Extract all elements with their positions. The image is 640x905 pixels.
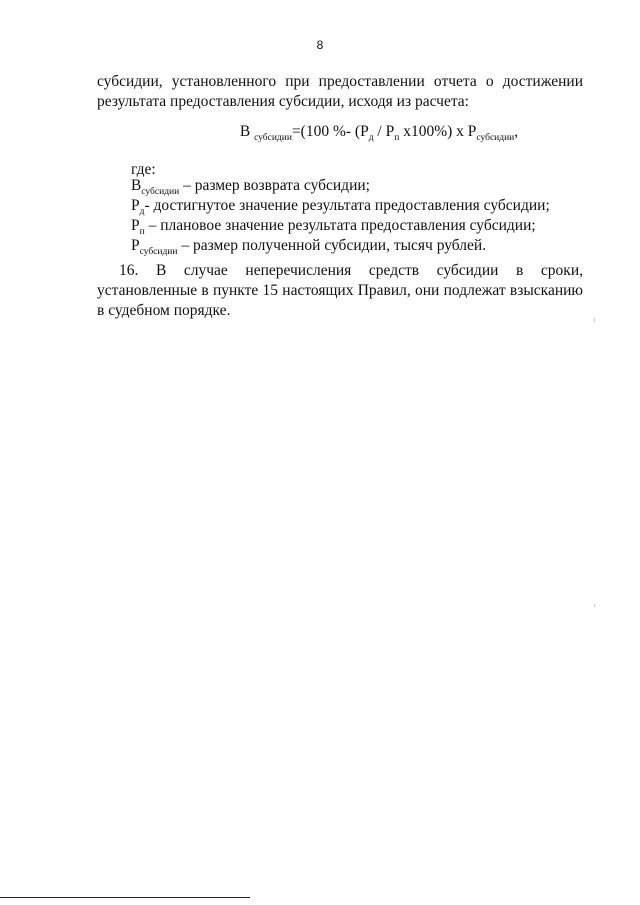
formula-subscript-p: п bbox=[394, 133, 400, 144]
formula-part-1: =(100 %- (Р bbox=[291, 123, 369, 140]
definition-subscript: п bbox=[139, 227, 145, 238]
definition-text: – размер полученной субсидии, тысяч рублей. bbox=[181, 237, 487, 254]
scan-speck bbox=[594, 604, 595, 607]
definition-text: - достигнутое значение результата предоставления субсидии; bbox=[144, 197, 550, 214]
definition-item bbox=[131, 236, 591, 256]
formula-subscript-d: д bbox=[368, 133, 374, 144]
paragraph-intro: субсидии, установленного при предоставлении отчета о достижении результата предоставления субсидии, исходя из расчета: bbox=[97, 73, 583, 110]
paragraph-item-16: 16. В случае неперечисления средств субсидии в сроки, установленные в пункте 15 настоящих Правил, они подлежат взысканию в судебном порядке. bbox=[97, 262, 583, 319]
definition-text: – плановое значение результата предоставления субсидии; bbox=[148, 217, 536, 234]
definition-text: – размер возврата субсидии; bbox=[183, 177, 370, 194]
formula-lhs-subscript: субсидии bbox=[254, 133, 292, 144]
formula-part-2: / Р bbox=[377, 123, 395, 140]
definition-item bbox=[131, 216, 591, 236]
where-label: где: bbox=[131, 161, 156, 178]
definition-subscript: д bbox=[139, 207, 145, 218]
formula-subscript-subsidy: субсидии bbox=[476, 133, 515, 144]
refund-formula bbox=[0, 122, 640, 142]
scan-speck bbox=[594, 318, 595, 322]
definition-item bbox=[131, 196, 591, 216]
page-number: 8 bbox=[316, 38, 324, 52]
definition-symbol: В bbox=[131, 177, 142, 194]
footnote-rule bbox=[0, 897, 250, 898]
formula-part-3: x100%) x Р bbox=[403, 123, 477, 140]
definition-subscript: субсидии bbox=[141, 187, 180, 198]
definition-item bbox=[131, 176, 591, 196]
definitions-list bbox=[131, 176, 591, 256]
definition-symbol: Р bbox=[131, 197, 140, 214]
definition-symbol: Р bbox=[131, 237, 140, 254]
definition-symbol: Р bbox=[131, 217, 140, 234]
definition-subscript: субсидии bbox=[139, 247, 178, 258]
formula-lhs: В bbox=[239, 123, 251, 140]
formula-tail: , bbox=[514, 123, 519, 140]
